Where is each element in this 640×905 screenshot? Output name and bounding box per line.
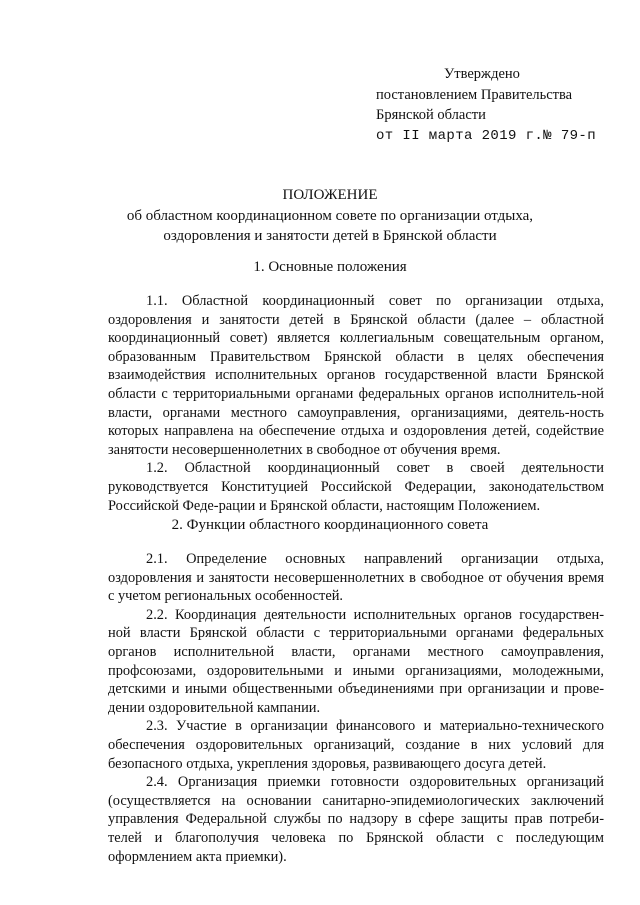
paragraph-2-4: 2.4. Организация приемки готовности оздоровительных организаций (осуществляется на основании санитарно-эпидемиологических заключений управления Федеральной службы по надзору в сфере защиты прав потреби-телей и благополучия человека по Брянской области с последующим оформлением акта приемки).: [108, 774, 604, 865]
document-title: [80, 185, 580, 247]
paragraph-1-2: 1.2. Областной координационный совет в своей деятельности руководствуется Конституцией Российской Федерации, законодательством Российской Феде-рации и Брянской области, настоящим Положением.: [108, 460, 604, 514]
approval-line-region: Брянской области: [376, 107, 486, 123]
approval-line-approved: Утверждено: [444, 66, 520, 82]
paragraph-2-2: 2.2. Координация деятельности исполнительных органов государствен-ной власти Брянской области с территориальными органами федеральных органов исполнительной власти, органами местного самоуправления, профсоюзами, оздоровительными и иными организациями, молодежными, детскими и иными общественными объединениями при организации и прове-дении оздоровительной кампании.: [108, 606, 604, 716]
section-2-body: [108, 550, 604, 866]
section-1-heading: 1. Основные положения: [253, 259, 407, 275]
title-subtitle-line1: об областном координационном совете по организации отдыха,: [126, 207, 534, 224]
approval-stamp: [376, 64, 626, 146]
section-1-body: [108, 292, 604, 515]
approval-line-date-number: от II марта 2019 г.№ 79-п: [376, 127, 597, 144]
approval-line-resolution: постановлением Правительства: [376, 86, 573, 103]
paragraph-1-1: 1.1. Областной координационный совет по организации отдыха, оздоровления и занятости детей в Брянской области (далее – областной координационный совет) является коллегиальным совещательным органом, образованным Правительством Брянской области в целях обеспечения взаимодействия исполнительных органов государственной власти Брянской области с территориальными органами федеральных органов исполнитель-ной власти, органами местного самоуправления, организациями, деятель-ность которых направлена на обеспечение отдыха и оздоровления детей, содействие занятости несовершеннолетних в свободное от обучения время.: [108, 293, 604, 458]
title-main: ПОЛОЖЕНИЕ: [282, 187, 378, 203]
paragraph-2-3: 2.3. Участие в организации финансового и материально-технического обеспечения оздоровительных организаций, создание в них условий для безопасного отдыха, укрепления здоровья, развивающего досуга детей.: [108, 718, 604, 772]
section-2-heading: 2. Функции областного координационного совета: [171, 517, 489, 533]
paragraph-2-1: 2.1. Определение основных направлений организации отдыха, оздоровления и занятости несовершеннолетних в свободное от обучения время с учетом региональных особенностей.: [108, 551, 604, 605]
title-subtitle-line2: оздоровления и занятости детей в Брянской области: [163, 228, 497, 244]
